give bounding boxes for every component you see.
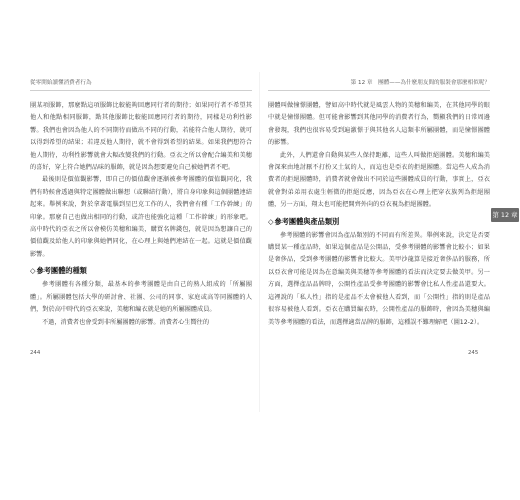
right-page-body xyxy=(268,100,490,329)
paragraph: 團某項服飾，那麼點這項服飾比較能夠回應同行者的期待；如果同行者不希望其他人和他點相同服飾，點其他服飾比較能回應同行者的期待，同樣是功利性影響。我們也會因為他人的不同期待而做出不同的行動，若能符合他人期待，就可以得到希望的結果；若違反他人期待，就不會得到希望的結果。如果我們想符合他人期待，功利性影響就會大幅改變我們的行動。亞衣之所以會配合編美和美穗的喜好，穿上符合她們品味的服飾，就是因為想要避免自己被她們者不吧。 xyxy=(30,102,252,172)
paragraph: 團體叫做憧憬團體，譬如高中時代就是風雲人物的美穗和編美，在其他同學的眼中就是憧憬團體。但可能會影響到其他同學的消費者行為，嚮顯我們的日常周邊會發現，我們也很容易受到遍激憬于與其他名人這類非所屬團體，而是憧憬團體的影響。 xyxy=(268,102,490,147)
paragraph: 不過，消費者也會受到非所屬團體的影響。消費者心生嚮往的 xyxy=(42,318,210,326)
right-running-header xyxy=(268,78,490,91)
diamond-icon: ◇ xyxy=(30,266,36,276)
left-page-number: 244 xyxy=(30,350,41,356)
diamond-icon: ◇ xyxy=(268,216,274,226)
section-heading: ◇參考團體的種類 xyxy=(30,266,87,276)
section-heading: ◇參考團體與產品類別 xyxy=(268,216,340,226)
paragraph: 此外，人們還會自動與某些人保持距離，這些人叫做拒絕團體。美穗和編美會深來由地討厭不打扮又土氣的人，而這也是亞衣的拒絕團體。當這些人成為消費者的拒絕團體時，消費者就會做出不同於這些團體成員的行動，事實上，亞衣就會對弟弟用衣處生輕微的拒絕反應，因為亞衣在心理上把穿衣族列為拒絕團體，另一方面，翔太也可能把開齊外向的亞衣視為拒絕團體。 xyxy=(268,151,490,209)
left-page-body xyxy=(30,100,252,329)
paragraph: 最後則是價值觀影響，即自己的價值觀會逐漸被參考團體的價值觀同化，我們有時候會透過與特定團體做出聯想（或聯結行動），將自身印象與這個團體連結起來。舉例來說，對於拿著電腦到星巴克工作的人，我們會有種「工作幹練」的印象。那麼自己也做出相同的行動，或許也能強化這種「工作幹練」的形象吧。高中時代的亞衣之所以會模仿美穗和編美，購買名牌錢包，就是因為想讓自己的價值觀及給他人的印象與她們同化，在心理上與她們連結在一起。這就是價值觀影響。 xyxy=(30,176,252,258)
paragraph: 參考團體的影響會因為產品類別的不同而有所差異。舉例來說，決定是否要購買某一種產品時，如果這個產品是公開品，受參考團體的影響會比較小；如果是奢侈品，受到參考團體的影響會比較大。美甲沙龍算是接近奢侈品的服務，所以亞衣會可能是因為在意編美與美穗等參考團體的看法而決定要去做美甲。另一方面，選擇產品品牌時，公開性產品受參考團體的影響會比私人性產品還要大。這裡說的「私人性」指的是產品不太會被他人看到，而「公開性」指的則是產品很容易被他人看到。亞衣在購買編衣時，公開性產品的服飾時，會因為美穗與編美等參考團體的看法，而選擇適當品牌的服飾，這種誤不難理解吧（圖12-2）。 xyxy=(268,231,490,326)
left-running-header xyxy=(30,78,252,91)
left-page xyxy=(30,78,252,400)
right-page-number: 245 xyxy=(468,350,479,356)
chapter-tab: 第 12 章 xyxy=(491,208,519,222)
book-gutter xyxy=(259,72,260,412)
right-header-title: 第 12 章 團體——為什麼朋友間的服裝會那麼相似呢？ xyxy=(350,80,490,86)
right-page xyxy=(268,78,490,400)
paragraph: 參考團體有各種分類，最基本的參考團體是由自己的熟人組成的「所屬團體」。所屬團體包括大學的研討會、社團、公司的同事、家庭或高等同團體的人們，對於高中時代的亞衣來說，美穗和編衣就是她的所屬團體成員。 xyxy=(30,281,252,314)
left-header-title: 從零開始讀懂消費者行為 xyxy=(30,80,92,86)
